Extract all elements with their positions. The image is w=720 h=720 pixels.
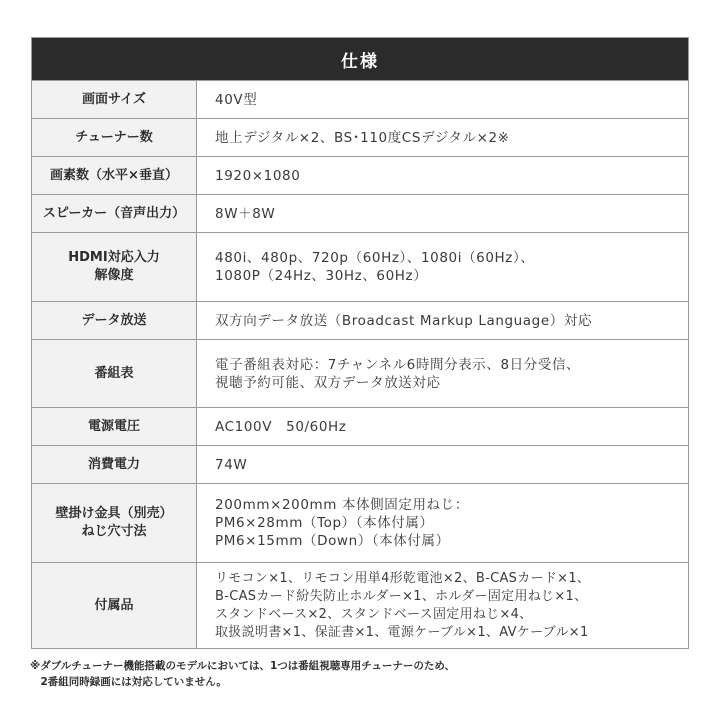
- row-label: 付属品: [32, 563, 197, 648]
- spec-title: 仕様: [32, 38, 688, 80]
- row-label: HDMI対応入力 解像度: [32, 233, 197, 301]
- row-value: 480i、480p、720p（60Hz）、1080i（60Hz）、 1080P（24Hz、30Hz、60Hz）: [215, 250, 535, 284]
- table-row: [32, 232, 688, 301]
- row-value: リモコン×1、リモコン用単4形乾電池×2、B-CASカード×1、 B-CASカード紛失防止ホルダー×1、ホルダー固定用ねじ×1、 スタンドベース×2、スタンドベース固定用ねじ×4、 取扱説明書×1、保証書×1、電源ケーブル×1、AVケーブル×1: [215, 570, 591, 640]
- table-row: [32, 194, 688, 232]
- row-label: 壁掛け金具（別売） ねじ穴寸法: [32, 484, 197, 562]
- row-value: AC100V 50/60Hz: [215, 418, 347, 435]
- table-row: [32, 80, 688, 118]
- row-value: 双方向データ放送（Broadcast Markup Language）対応: [215, 312, 593, 329]
- row-value: 74W: [215, 456, 248, 473]
- spec-table: [31, 37, 689, 649]
- table-row: [32, 301, 688, 339]
- table-row: [32, 483, 688, 562]
- table-row: [32, 445, 688, 483]
- row-value: 電子番組表対応：7チャンネル6時間分表示、8日分受信、 視聴予約可能、双方データ放送対応: [215, 356, 581, 391]
- table-row: [32, 339, 688, 407]
- row-label: 番組表: [32, 340, 197, 407]
- table-row: [32, 562, 688, 648]
- row-label: スピーカー（音声出力）: [32, 195, 197, 232]
- row-label: 消費電力: [32, 446, 197, 483]
- row-value: 200mm×200mm 本体側固定用ねじ： PM6×28mm（Top）（本体付属） PM6×15mm（Down）（本体付属）: [215, 497, 469, 549]
- table-row: [32, 407, 688, 445]
- table-row: [32, 118, 688, 156]
- row-label: 電源電圧: [32, 408, 197, 445]
- row-value: 40V型: [215, 91, 258, 108]
- row-value: 地上デジタル×2、BS･110度CSデジタル×2※: [215, 129, 510, 146]
- row-value: 8W＋8W: [215, 205, 276, 222]
- footnote: ※ダブルチューナー機能搭載のモデルにおいては、1つは番組視聴専用チューナーのため、 2番組同時録画には対応していません。: [30, 660, 456, 688]
- row-label: チューナー数: [32, 119, 197, 156]
- row-label: 画面サイズ: [32, 81, 197, 118]
- row-value: 1920×1080: [215, 167, 301, 184]
- row-label: 画素数（水平×垂直）: [32, 157, 197, 194]
- row-label: データ放送: [32, 302, 197, 339]
- table-row: [32, 156, 688, 194]
